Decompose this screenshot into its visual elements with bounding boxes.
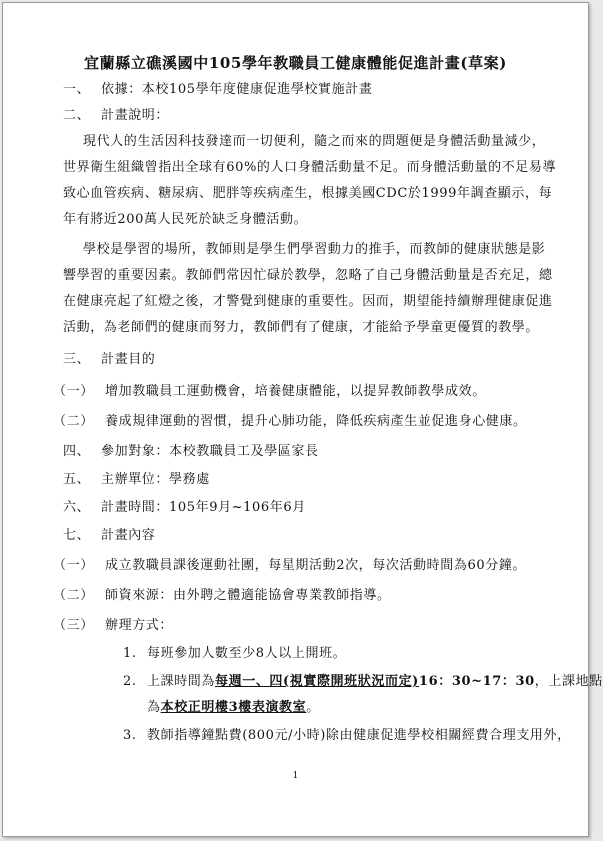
paragraph-line: 現代人的生活因科技發達而一切便利，隨之而來的問題便是身體活動量減少， [83,134,546,149]
section-5 [63,471,210,489]
section-text: 計畫目的 [101,352,156,367]
paragraph-line: 活動，為老師們的健康而努力，教師們有了健康，才能給予學童更優質的教學。 [63,320,540,335]
paragraph-line: 世界衛生組織曾指出全球有60%的人口身體活動量不足。而身體活動量的不足易導 [63,160,557,175]
section-number: 四、 [63,444,91,459]
schedule-days: 每週一、四(視實際開班狀況而定) [215,674,419,689]
paragraph-line: 致心血管疾病、糖尿病、肥胖等疾病產生，根據美國CDC於1999年調查顯示，每 [63,186,553,201]
method-item [123,645,346,663]
section-number: 六、 [63,500,91,515]
document-title: 宜蘭縣立礁溪國中105學年教職員工健康體能促進計畫(草案) [84,54,507,72]
method-item-continued [147,699,320,717]
class-location: 本校正明樓3樓表演教室 [160,700,307,715]
item-text-post: ，上課地點 [534,674,603,689]
section-text: 計畫說明： [101,108,170,123]
section-text: 計畫時間：105年9月~106年6月 [101,500,306,515]
item-number: （三） [53,618,94,633]
section-number: 三、 [63,352,91,367]
goal-item [53,383,486,401]
item-number: 1. [123,646,137,661]
section-number: 七、 [63,528,91,543]
section-1 [63,81,372,99]
item-text: 增加教職員工運動機會，培養健康體能，以提昇教師教學成效。 [105,384,486,399]
section-text: 參加對象：本校教職員工及學區家長 [101,444,319,459]
item-text-post: 。 [306,700,320,715]
item-text: 師資來源：由外聘之體適能協會專業教師指導。 [105,588,391,603]
section-6 [63,499,306,517]
content-item [53,587,391,605]
paragraph-line: 響學習的重要因素。教師們常因忙碌於教學，忽略了自己身體活動量是否充足，總 [63,268,553,283]
method-item [123,727,571,745]
section-text: 計畫內容 [101,528,156,543]
section-4 [63,443,319,461]
content-item [53,617,173,635]
section-2 [63,107,169,125]
item-number: 3. [123,728,137,743]
content-item [53,557,526,575]
section-7 [63,527,155,545]
item-number: （二） [53,414,94,429]
schedule-time: 16：30~17：30 [418,674,535,689]
item-text: 辦理方式： [105,618,174,633]
paragraph-line: 在健康亮起了紅燈之後，才警覺到健康的重要性。因而，期望能持續辦理健康促進 [63,294,553,309]
item-number: （二） [53,588,94,603]
goal-item [53,413,527,431]
paragraph-line: 年有將近200萬人民死於缺乏身體活動。 [63,212,308,227]
section-3 [63,351,155,369]
item-number: （一） [53,558,94,573]
section-number: 五、 [63,472,91,487]
page-number: 1 [292,771,299,781]
item-text-pre: 上課時間為 [147,674,216,689]
item-text-pre: 為 [147,700,161,715]
section-text: 主辦單位：學務處 [101,472,210,487]
method-item [123,673,603,691]
paragraph-line: 學校是學習的場所，教師則是學生們學習動力的推手，而教師的健康狀態是影 [83,242,546,257]
item-text: 成立教職員課後運動社團，每星期活動2次，每次活動時間為60分鐘。 [105,558,527,573]
section-number: 一、 [63,82,91,97]
item-text: 教師指導鐘點費(800元/小時)除由健康促進學校相關經費合理支用外， [147,728,571,743]
item-text: 每班參加人數至少8人以上開班。 [147,646,347,661]
section-number: 二、 [63,108,91,123]
item-text: 養成規律運動的習慣，提升心肺功能，降低疾病產生並促進身心健康。 [105,414,527,429]
section-text: 依據：本校105學年度健康促進學校實施計畫 [101,82,373,97]
item-number: 2. [123,674,137,689]
item-number: （一） [53,384,94,399]
document-page [2,2,603,837]
